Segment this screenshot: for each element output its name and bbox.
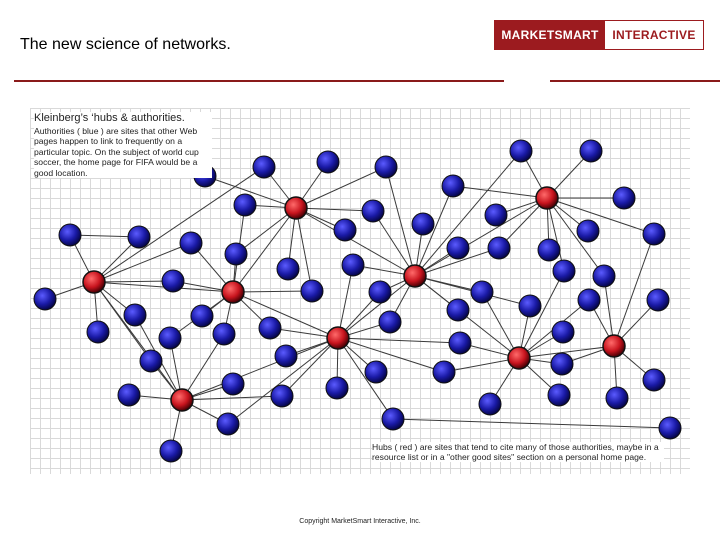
authority-node [613,187,635,209]
authority-node [259,317,281,339]
authority-node [442,175,464,197]
authority-node [538,239,560,261]
authority-node [412,213,434,235]
authority-node [643,369,665,391]
authority-node [253,156,275,178]
authority-node [659,417,681,439]
authority-node [449,332,471,354]
diagram-heading: Kleinberg’s ‘hubs & authorities. [34,112,185,124]
authority-node [485,204,507,226]
authority-node [375,156,397,178]
hub-node [285,197,307,219]
authority-node [342,254,364,276]
authorities-caption [34,112,212,178]
authority-node [222,373,244,395]
hub-node [83,271,105,293]
hub-node [536,187,558,209]
authority-node [577,220,599,242]
authority-node [271,385,293,407]
authority-node [334,219,356,241]
authority-node [580,140,602,162]
connection-line [94,281,173,282]
authority-node [124,304,146,326]
authority-node [488,237,510,259]
authority-node [301,280,323,302]
authority-node [128,226,150,248]
logo-marketsmart: MARKETSMART [495,21,605,49]
connection-line [393,419,670,428]
authority-node [606,387,628,409]
authority-node [519,295,541,317]
authority-node [643,223,665,245]
authority-node [191,305,213,327]
authority-node [162,270,184,292]
connection-line [386,167,415,276]
authority-node [510,140,532,162]
authority-node [369,281,391,303]
hub-node [404,265,426,287]
authority-node [217,413,239,435]
authority-node [140,350,162,372]
authority-node [277,258,299,280]
hub-node [222,281,244,303]
connection-line [182,338,338,400]
connection-line [182,396,282,400]
authority-node [118,384,140,406]
authority-node [382,408,404,430]
authority-node [578,289,600,311]
network-nodes [34,140,681,462]
connection-line [338,338,460,343]
slide-title: The new science of networks. [20,36,231,53]
hub-node [603,335,625,357]
connection-line [233,291,312,292]
hub-node [508,347,530,369]
authority-node [447,237,469,259]
hub-node [327,327,349,349]
authority-node [593,265,615,287]
authority-node [362,200,384,222]
authority-node [548,384,570,406]
authority-node [433,361,455,383]
authorities-description: Authorities ( blue ) are sites that other Web pages happen to link to frequently on a particular topic. On the subject of world cup soccer, the home page for FIFA would be a good location. [34,126,199,178]
hub-node [171,389,193,411]
connection-line [233,292,338,338]
authority-node [326,377,348,399]
connection-lines [45,151,670,451]
authority-node [160,440,182,462]
connection-line [453,186,547,198]
authority-node [479,393,501,415]
authority-node [213,323,235,345]
authority-node [225,243,247,265]
authority-node [447,299,469,321]
authority-node [365,361,387,383]
authority-node [553,260,575,282]
authority-node [275,345,297,367]
authority-node [471,281,493,303]
connection-line [296,208,312,291]
hubs-caption: Hubs ( red ) are sites that tend to cite many of those authorities, maybe in a resource list or in a "other good sites" section on a personal home page. [372,442,664,462]
connection-line [338,338,444,372]
authority-node [647,289,669,311]
authority-node [551,353,573,375]
authority-node [34,288,56,310]
connection-line [614,234,654,346]
connection-line [415,198,547,276]
connection-line [547,198,654,234]
authority-node [234,194,256,216]
authority-node [87,321,109,343]
authority-node [159,327,181,349]
authority-node [59,224,81,246]
logo-interactive: INTERACTIVE [605,21,703,49]
copyright-text: Copyright MarketSmart Interactive, Inc. [299,518,421,525]
authority-node [552,321,574,343]
authority-node [379,311,401,333]
authority-node [317,151,339,173]
authority-node [180,232,202,254]
